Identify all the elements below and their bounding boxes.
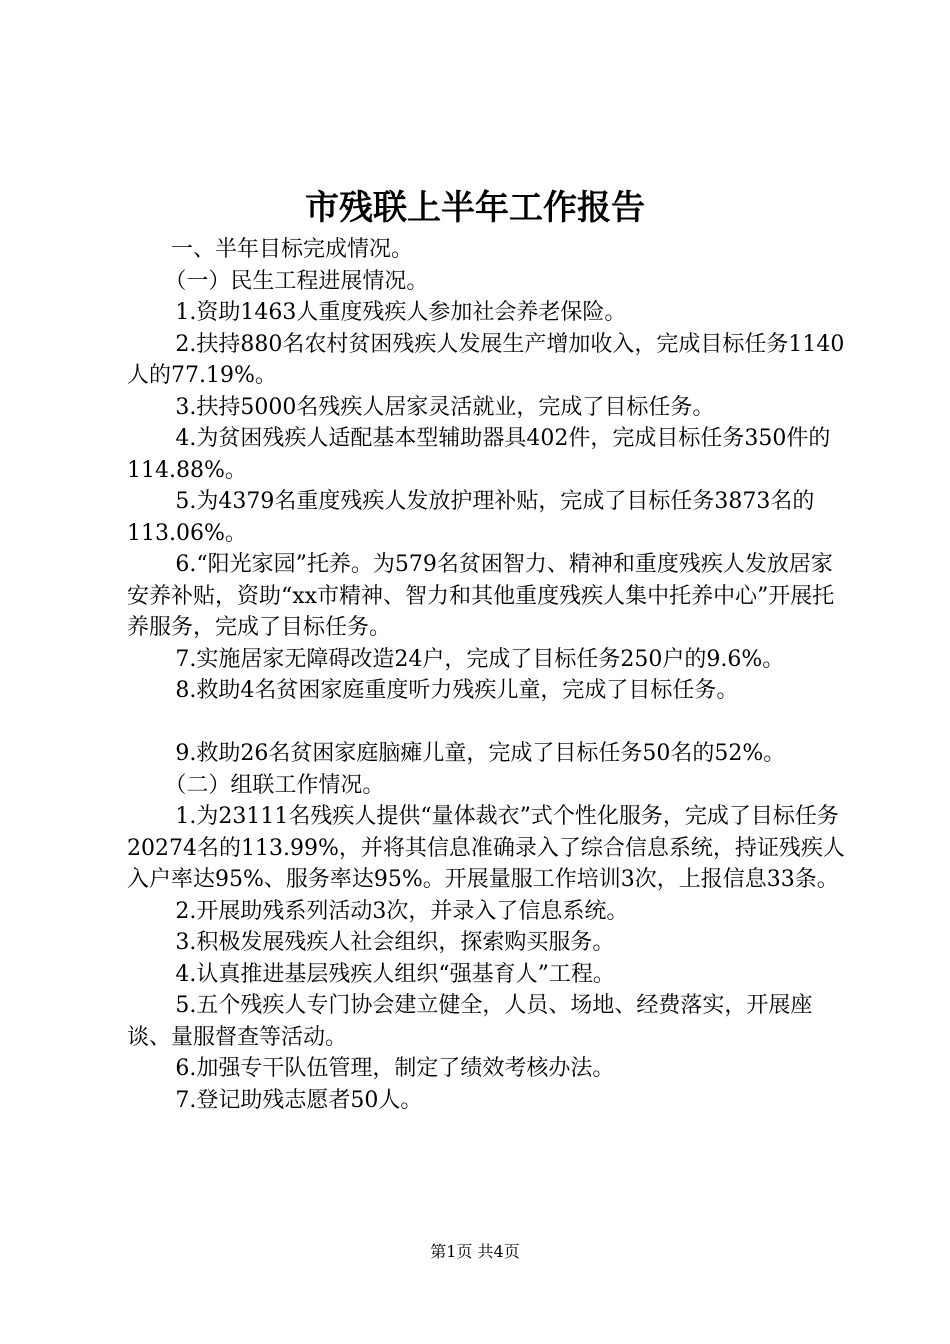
- paragraph: 9.救助26名贫困家庭脑瘫儿童，完成了目标任务50名的52%。: [175, 741, 786, 766]
- paragraph: 6.“阳光家园”托养。为579名贫困智力、精神和重度残疾人发放居家安养补贴，资助“xx市精神、智力和其他重度残疾人集中托养中心”开展托养服务，完成了目标任务。: [127, 552, 835, 640]
- paragraph: 3.扶持5000名残疾人居家灵活就业，完成了目标任务。: [175, 394, 715, 420]
- paragraph: 7.实施居家无障碍改造24户，完成了目标任务250户的9.6%。: [175, 646, 785, 672]
- subsection-heading-2: （二）组联工作情况。: [164, 772, 385, 798]
- subsection-heading-1: （一）民生工程进展情况。: [164, 268, 429, 294]
- paragraph: 3.积极发展残疾人社会组织，探索购买服务。: [175, 930, 615, 955]
- paragraph: 5.为4379名重度残疾人发放护理补贴，完成了目标任务3873名的113.06%。: [127, 489, 815, 546]
- paragraph: 6.加强专干队伍管理，制定了绩效考核办法。: [175, 1056, 615, 1081]
- paragraph: 2.扶持880名农村贫困残疾人发展生产增加收入，完成目标任务1140人的77.19%。: [127, 331, 845, 388]
- paragraph: 7.登记助残志愿者50人。: [175, 1087, 423, 1113]
- paragraph-gap: [127, 707, 847, 739]
- document-body: [127, 234, 847, 1116]
- document-title: 市残联上半年工作报告: [305, 188, 645, 228]
- section-heading-1: 一、半年目标完成情况。: [171, 237, 414, 262]
- paragraph: 1.资助1463人重度残疾人参加社会养老保险。: [175, 300, 627, 325]
- paragraph: 4.为贫困残疾人适配基本型辅助器具402件，完成目标任务350件的114.88%。: [127, 426, 831, 483]
- paragraph: 1.为23111名残疾人提供“量体裁衣”式个性化服务，完成了目标任务20274名的113.99%，并将其信息准确录入了综合信息系统，持证残疾人入户率达95%、服务率达95%。开展量服工作培训3次，上报信息33条。: [127, 804, 845, 892]
- page-footer: 第1页 共4页: [430, 1242, 520, 1261]
- paragraph: 4.认真推进基层残疾人组织“强基育人”工程。: [175, 961, 615, 987]
- paragraph: 8.救助4名贫困家庭重度听力残疾儿童，完成了目标任务。: [175, 678, 739, 703]
- paragraph: 5.五个残疾人专门协会建立健全，人员、场地、经费落实，开展座谈、量服督查等活动。: [127, 993, 813, 1050]
- paragraph: 2.开展助残系列活动3次，并录入了信息系统。: [175, 898, 629, 924]
